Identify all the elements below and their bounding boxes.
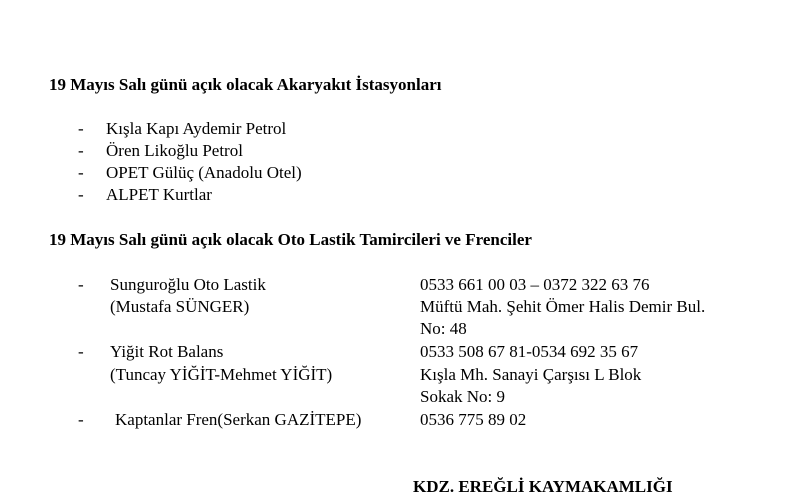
contact-person: (Tuncay YİĞİT-Mehmet YİĞİT)	[110, 365, 333, 384]
section1-heading: 19 Mayıs Salı günü açık olacak Akaryakıt İstasyonları	[49, 75, 442, 94]
phone-number: 0533 508 67 81-0534 692 35 67	[420, 342, 639, 361]
list-bullet: -	[78, 410, 84, 429]
phone-number: 0533 661 00 03 – 0372 322 63 76	[420, 275, 650, 294]
list-item: Kışla Kapı Aydemir Petrol	[106, 119, 287, 138]
address-line: Kışla Mh. Sanayi Çarşısı L Blok	[420, 365, 642, 384]
address-line: Sokak No: 9	[420, 387, 505, 406]
address-line: Müftü Mah. Şehit Ömer Halis Demir Bul.	[420, 297, 706, 316]
list-bullet: -	[78, 185, 84, 204]
address-line: No: 48	[420, 319, 467, 338]
list-item: ALPET Kurtlar	[106, 185, 212, 204]
business-name: Sunguroğlu Oto Lastik	[110, 275, 266, 294]
list-bullet: -	[78, 275, 84, 294]
list-bullet: -	[78, 163, 84, 182]
business-name: Kaptanlar Fren(Serkan GAZİTEPE)	[115, 410, 362, 429]
business-name: Yiğit Rot Balans	[110, 342, 224, 361]
phone-number: 0536 775 89 02	[420, 410, 527, 429]
section2-heading: 19 Mayıs Salı günü açık olacak Oto Lastik Tamircileri ve Frenciler	[49, 230, 532, 249]
list-bullet: -	[78, 119, 84, 138]
contact-person: (Mustafa SÜNGER)	[110, 297, 250, 316]
list-bullet: -	[78, 141, 84, 160]
list-bullet: -	[78, 342, 84, 361]
list-item: Ören Likoğlu Petrol	[106, 141, 243, 160]
list-item: OPET Gülüç (Anadolu Otel)	[106, 163, 302, 182]
signature-authority: KDZ. EREĞLİ KAYMAKAMLIĞI	[413, 477, 673, 496]
